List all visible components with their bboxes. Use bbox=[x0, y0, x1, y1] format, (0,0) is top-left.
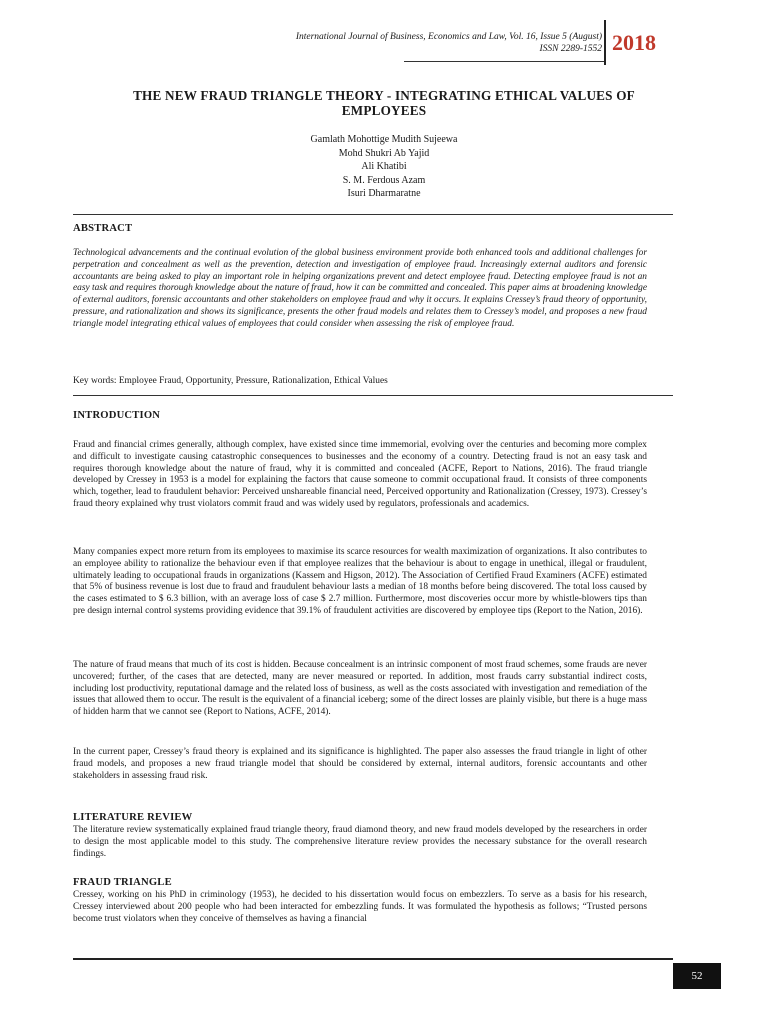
page-number: 52 bbox=[673, 963, 721, 989]
intro-paragraph: In the current paper, Cressey’s fraud theory is explained and its significance is highlighted. The paper also assesses the fraud triangle in light of other fraud models, and proposes a new fraud triangle model that should be considered by external, internal auditors, forensic accountants and other stakeholders in assessing fraud risk. bbox=[73, 747, 647, 781]
introduction-heading: INTRODUCTION bbox=[73, 410, 161, 421]
intro-paragraph: The nature of fraud means that much of its cost is hidden. Because concealment is an intrinsic component of most fraud schemes, some frauds are never uncovered; further, of the cases that are detected, many are never measured or reported. In addition, most frauds carry substantial indirect costs, including lost productivity, reputational damage and the related loss of business, as well as the costs associated with investigation and remediation of the issues that allowed them to occur. The result is the equivalent of a financial iceberg; some of the direct losses are plainly visible, but there is a huge mass of hidden harm that we cannot see (Report to Nations, ACFE, 2014). bbox=[73, 660, 647, 718]
fraud-triangle-heading: FRAUD TRIANGLE bbox=[73, 877, 172, 888]
author-name: S. M. Ferdous Azam bbox=[342, 174, 426, 186]
author-name: Mohd Shukri Ab Yajid bbox=[338, 147, 430, 159]
intro-paragraph: Many companies expect more return from its employees to maximise its scarce resources for wealth maximization of organizations. It also contributes to an employee ability to rationalize the behaviour even if that employee realizes that the behaviour is about to engage in unethical, illegal or fraudulent, ultimately leading to occupational frauds in organizations (Kassem and Higson, 2012). The Association of Certified Fraud Examiners (ACFE) estimated that 5% of business revenue is lost due to fraud and fraudulent behaviour lasts a median of 18 months before being discovered. The total loss caused by the cases estimated to $ 6.3 billion, with an average loss of case $ 2.7 million. Furthermore, most discoveries occur more by whistle-blowers tips than pre design internal control systems providing evidence that 39.1% of fraudulent activities are discovered by employee tips (Report to the Nation, 2016). bbox=[73, 547, 647, 616]
footer-rule bbox=[73, 958, 673, 960]
intro-paragraph: Fraud and financial crimes generally, although complex, have existed since time immemorial, evolving over the centuries and becoming more complex and difficult to investigate causing catastrophic consequences to businesses and the economy of a country. Detecting fraud is not an easy task and requires thorough knowledge about the nature of fraud, why it is committed and concealed (ACFE, Report to Nations, 2016). The fraud triangle developed by Cressey in 1953 is a model for explaining the factors that cause someone to commit occupational fraud. It consists of three components which, together, lead to fraudulent behavior: Perceived unshareable financial need, Perceived opportunity and Rationalization (Cressey, 1973). Cressey’s fraud theory explained why trust violators commit fraud and was widely used by regulators, professionals and academics. bbox=[73, 440, 647, 509]
journal-issn: ISSN 2289-1552 bbox=[539, 44, 602, 54]
abstract-bottom-rule bbox=[73, 395, 673, 396]
journal-year: 2018 bbox=[612, 30, 656, 55]
abstract-top-rule bbox=[73, 214, 673, 215]
paper-title: THE NEW FRAUD TRIANGLE THEORY - INTEGRATING ETHICAL VALUES OF EMPLOYEES bbox=[133, 88, 635, 118]
literature-paragraph: The literature review systematically explained fraud triangle theory, fraud diamond theory, and new fraud models developed by the researchers in order to design the most applicable model to this study. The comprehensive literature review provides the necessary substance for the overall research findings. bbox=[73, 825, 647, 859]
author-list bbox=[200, 133, 568, 201]
header-divider-horizontal bbox=[404, 61, 605, 62]
author-name: Ali Khatibi bbox=[361, 161, 407, 172]
author-name: Gamlath Mohottige Mudith Sujeewa bbox=[310, 134, 458, 145]
fraud-triangle-paragraph: Cressey, working on his PhD in criminology (1953), he decided to his dissertation would focus on embezzlers. To serve as a basis for his research, Cressey interviewed about 200 people who had been interacted for embezzling funds. It was formulated the hypothesis as follows; “Trusted persons become trust violators when they conceive of themselves as having a financial bbox=[73, 890, 647, 924]
abstract-text: Technological advancements and the continual evolution of the global business environment provide both enhanced tools and additional challenges for perpetration and concealment as well as the prevention, detection and investigation of employee fraud. Increasingly external auditors and forensic accountants are being asked to play an important role in helping organizations prevent and detect employee fraud. Detecting employee fraud is not an easy task and requires thorough knowledge about the nature of fraud, how it can be committed and concealed. This paper aims at broadening knowledge of external auditors, forensic accountants and other stakeholders on employee fraud and why it occurs. It explains Cressey’s fraud theory of opportunity, pressure, and rationalization and shows its significance, presents the other fraud models and relates them to Cressey’s model, and proposes a new fraud triangle model integrating ethical values of employees that could consider when assessing the risk of employee fraud. bbox=[73, 248, 647, 329]
keywords: Key words: Employee Fraud, Opportunity, Pressure, Rationalization, Ethical Values bbox=[73, 376, 388, 386]
literature-heading: LITERATURE REVIEW bbox=[73, 812, 193, 823]
abstract-heading: ABSTRACT bbox=[73, 223, 133, 234]
author-name: Isuri Dharmaratne bbox=[347, 188, 421, 199]
header-divider-vertical bbox=[604, 20, 606, 65]
journal-citation: International Journal of Business, Economics and Law, Vol. 16, Issue 5 (August) bbox=[295, 32, 602, 42]
